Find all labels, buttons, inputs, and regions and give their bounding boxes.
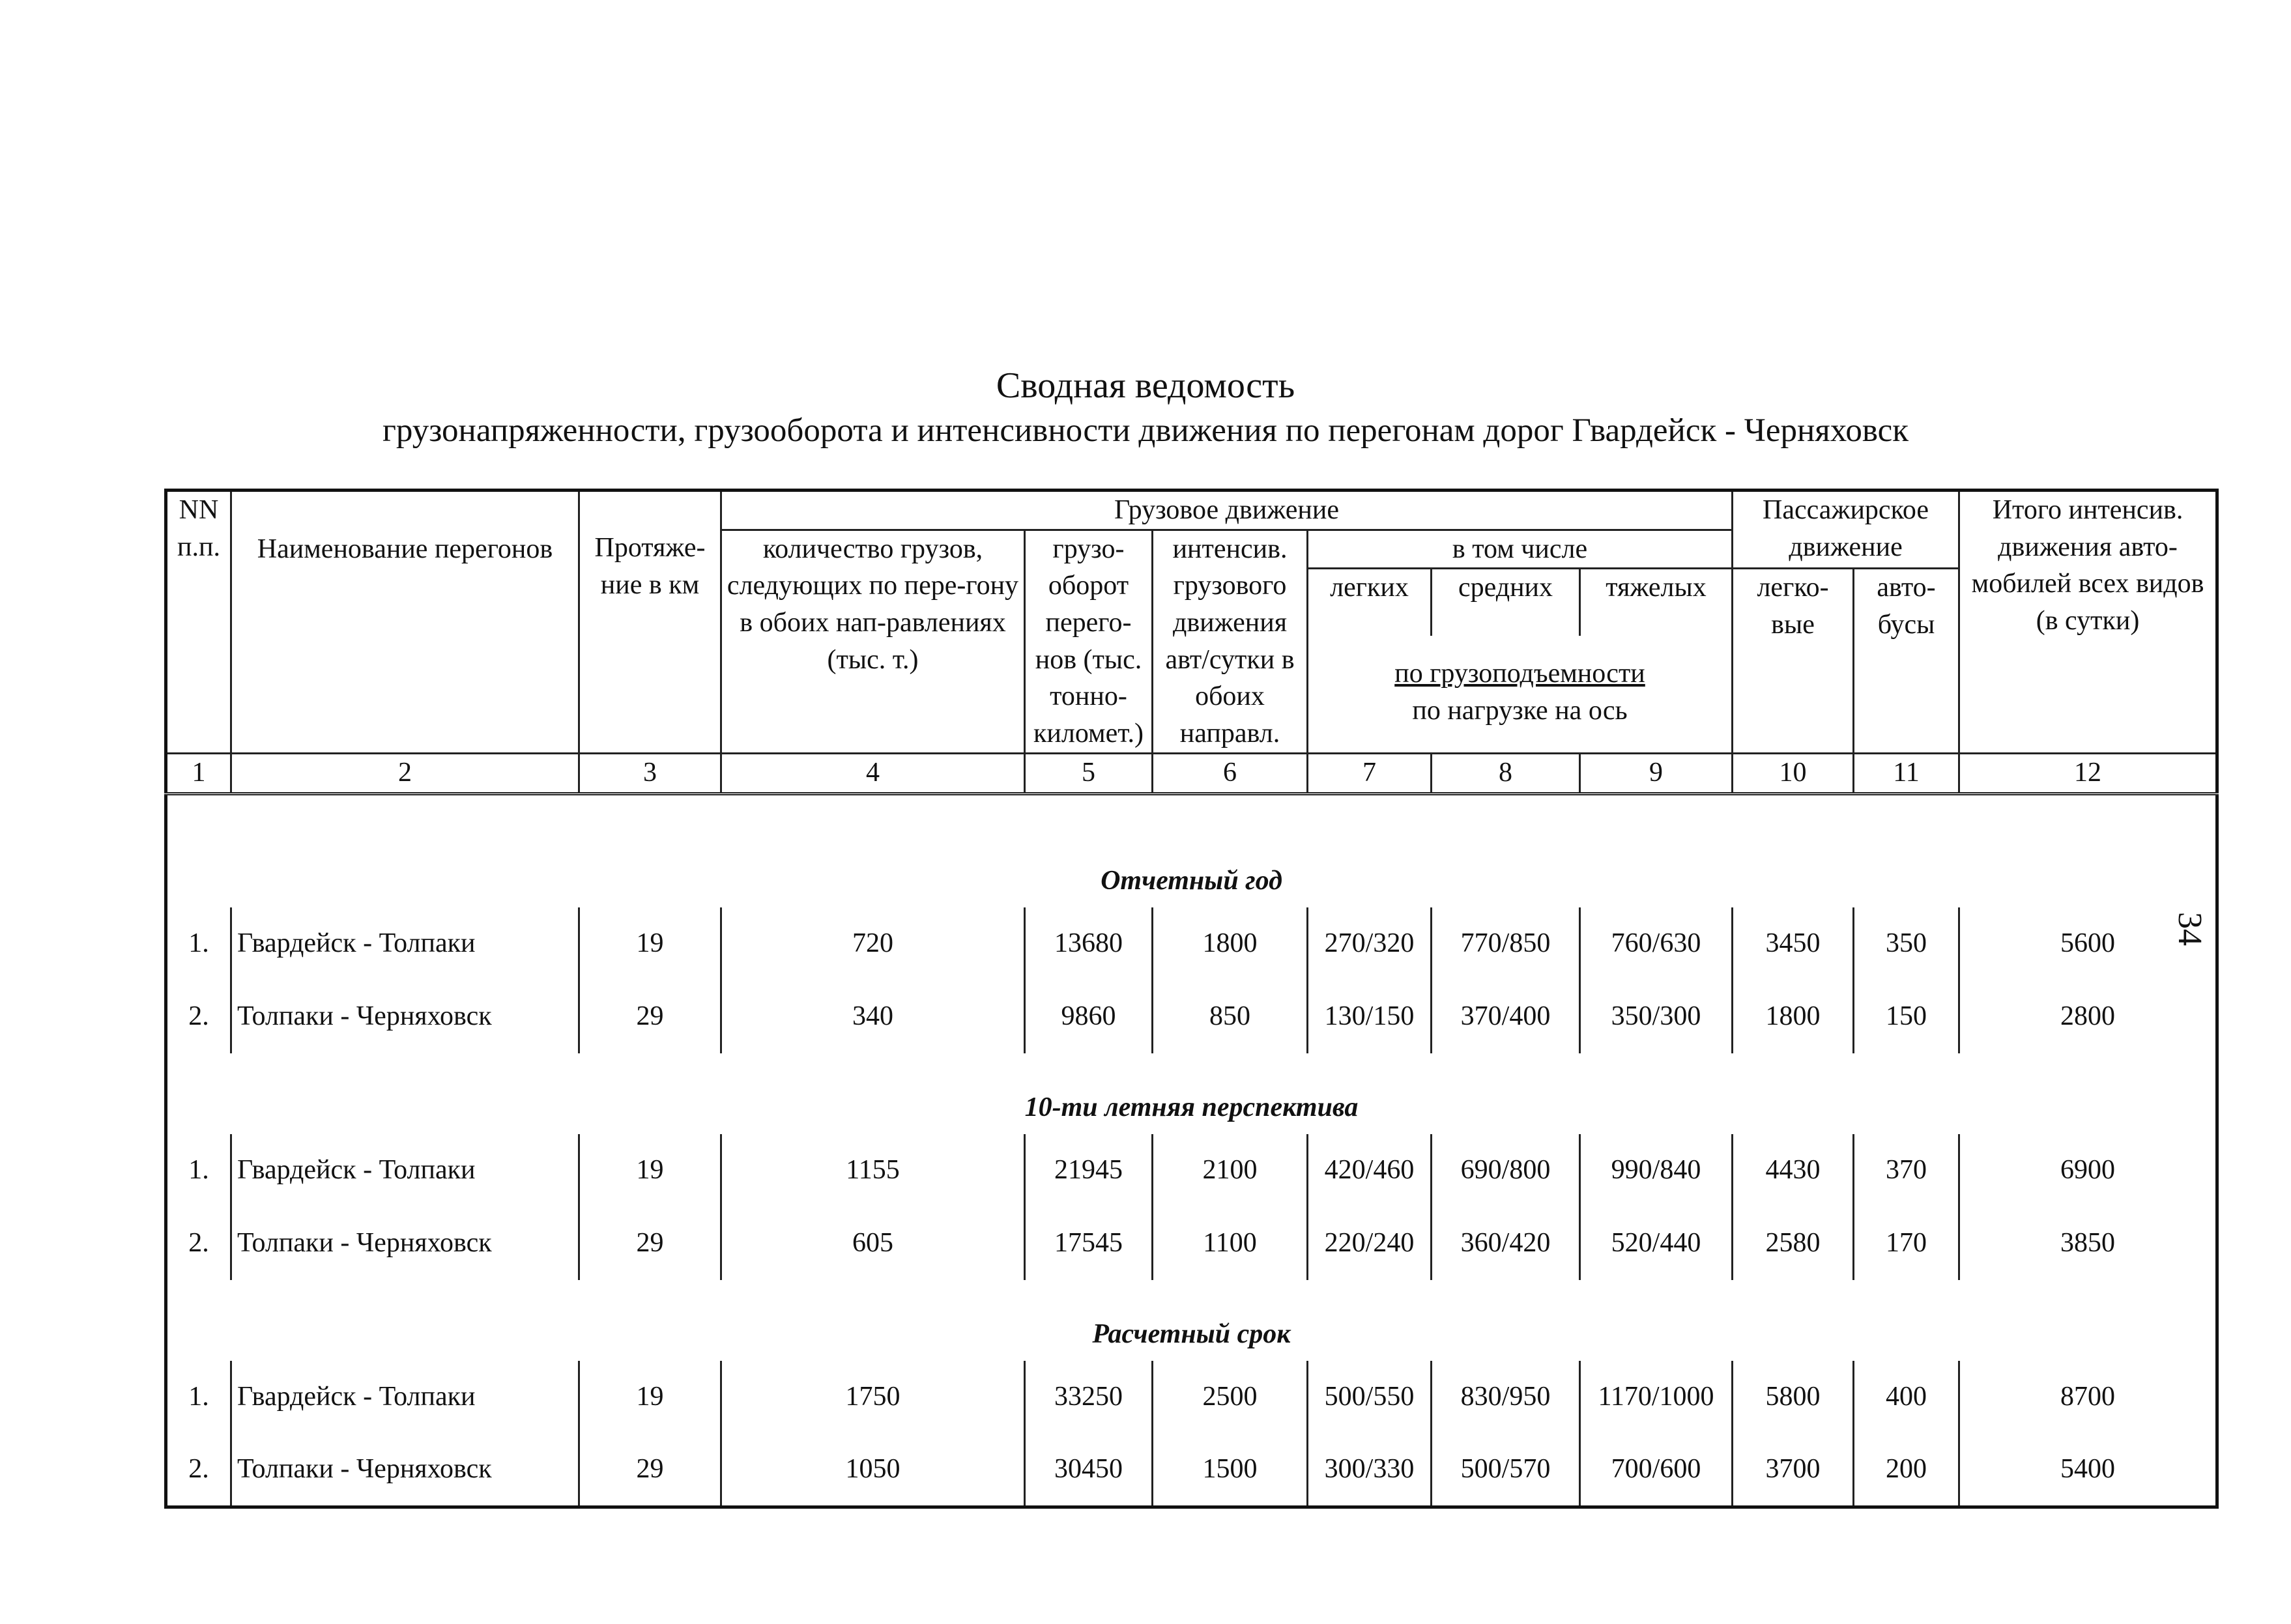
total-intensity-cell: 2800 [1959, 980, 2217, 1053]
header-including: в том числе [1308, 530, 1733, 569]
cargo-qty-cell: 1155 [721, 1134, 1025, 1207]
header-light: легких [1308, 569, 1432, 636]
turnover-cell: 17545 [1025, 1207, 1153, 1280]
section-name-cell: Гвардейск - Толпаки [231, 1361, 579, 1434]
total-intensity-cell: 5600 [1959, 907, 2217, 980]
col-number: 10 [1733, 753, 1854, 793]
cargo-qty-cell: 1750 [721, 1361, 1025, 1434]
col-number: 7 [1308, 753, 1432, 793]
passenger-cars-cell: 5800 [1733, 1361, 1854, 1434]
heavy-trucks-cell: 700/600 [1580, 1434, 1733, 1507]
heavy-trucks-cell: 350/300 [1580, 980, 1733, 1053]
heavy-trucks-cell: 760/630 [1580, 907, 1733, 980]
section-header-row [166, 1280, 2217, 1361]
header-heavy: тяжелых [1580, 569, 1733, 636]
row-number-cell: 2. [166, 1207, 231, 1280]
light-trucks-cell: 130/150 [1308, 980, 1432, 1053]
table-row [166, 1134, 2217, 1207]
table-header [166, 491, 2217, 794]
table-row [166, 907, 2217, 980]
header-passenger-group: Пассажирское движение [1733, 491, 1959, 569]
header-cargo-qty: количество грузов, следующих по пере-гону в обоих нап-равлениях (тыс. т.) [721, 530, 1025, 753]
passenger-cars-cell: 3700 [1733, 1434, 1854, 1507]
table-row [166, 980, 2217, 1053]
section-name-cell: Толпаки - Черняховск [231, 980, 579, 1053]
passenger-cars-cell: 2580 [1733, 1207, 1854, 1280]
passenger-cars-cell: 1800 [1733, 980, 1854, 1053]
section-header-row [166, 793, 2217, 907]
buses-cell: 350 [1854, 907, 1959, 980]
length-km-cell: 29 [579, 980, 721, 1053]
total-intensity-cell: 5400 [1959, 1434, 2217, 1507]
header-buses: авто-бусы [1854, 569, 1959, 753]
cargo-qty-cell: 605 [721, 1207, 1025, 1280]
light-trucks-cell: 500/550 [1308, 1361, 1432, 1434]
row-number-cell: 1. [166, 1361, 231, 1434]
medium-trucks-cell: 500/570 [1432, 1434, 1580, 1507]
document-subtitle: грузонапряженности, грузооборота и интенсивности движения по перегонам дорог Гвардейск - Черняховск [382, 412, 1909, 449]
medium-trucks-cell: 360/420 [1432, 1207, 1580, 1280]
medium-trucks-cell: 690/800 [1432, 1134, 1580, 1207]
intensity-cell: 850 [1153, 980, 1308, 1053]
passenger-cars-cell: 4430 [1733, 1134, 1854, 1207]
turnover-cell: 9860 [1025, 980, 1153, 1053]
total-intensity-cell: 8700 [1959, 1361, 2217, 1434]
row-number-cell: 2. [166, 980, 231, 1053]
light-trucks-cell: 420/460 [1308, 1134, 1432, 1207]
buses-cell: 170 [1854, 1207, 1959, 1280]
light-trucks-cell: 220/240 [1308, 1207, 1432, 1280]
turnover-cell: 30450 [1025, 1434, 1153, 1507]
heavy-trucks-cell: 1170/1000 [1580, 1361, 1733, 1434]
heavy-trucks-cell: 990/840 [1580, 1134, 1733, 1207]
col-number: 6 [1153, 753, 1308, 793]
table-body [166, 793, 2217, 1507]
table-row [166, 1434, 2217, 1507]
total-intensity-cell: 3850 [1959, 1207, 2217, 1280]
cargo-qty-cell: 1050 [721, 1434, 1025, 1507]
col-number: 4 [721, 753, 1025, 793]
page-number: 34 [2171, 912, 2208, 946]
intensity-cell: 2500 [1153, 1361, 1308, 1434]
header-by-capacity-cell [1308, 636, 1733, 692]
length-km-cell: 19 [579, 1134, 721, 1207]
summary-table [164, 489, 2219, 1509]
turnover-cell: 13680 [1025, 907, 1153, 980]
medium-trucks-cell: 770/850 [1432, 907, 1580, 980]
header-name: Наименование перегонов [231, 491, 579, 754]
length-km-cell: 19 [579, 1361, 721, 1434]
table-row [166, 1361, 2217, 1434]
section-label: Отчетный год [1101, 866, 1282, 896]
cargo-qty-cell: 720 [721, 907, 1025, 980]
buses-cell: 370 [1854, 1134, 1959, 1207]
passenger-cars-cell: 3450 [1733, 907, 1854, 980]
header-by-axle: по нагрузке на ось [1308, 692, 1733, 754]
buses-cell: 150 [1854, 980, 1959, 1053]
col-number: 11 [1854, 753, 1959, 793]
col-number: 8 [1432, 753, 1580, 793]
header-nn: NN п.п. [166, 491, 231, 754]
table-row [166, 1207, 2217, 1280]
row-number-cell: 1. [166, 1134, 231, 1207]
col-number: 9 [1580, 753, 1733, 793]
section-name-cell: Толпаки - Черняховск [231, 1207, 579, 1280]
section-label: Расчетный срок [1092, 1319, 1291, 1350]
col-number: 1 [166, 753, 231, 793]
intensity-cell: 2100 [1153, 1134, 1308, 1207]
section-header-row [166, 1053, 2217, 1134]
intensity-cell: 1500 [1153, 1434, 1308, 1507]
column-number-row [166, 753, 2217, 793]
col-number: 12 [1959, 753, 2217, 793]
row-number-cell: 1. [166, 907, 231, 980]
document-title: Сводная ведомость [996, 365, 1295, 406]
cargo-qty-cell: 340 [721, 980, 1025, 1053]
header-medium: средних [1432, 569, 1580, 636]
intensity-cell: 1800 [1153, 907, 1308, 980]
turnover-cell: 21945 [1025, 1134, 1153, 1207]
light-trucks-cell: 270/320 [1308, 907, 1432, 980]
length-km-cell: 19 [579, 907, 721, 980]
row-number-cell: 2. [166, 1434, 231, 1507]
header-turnover: грузо-оборот перего-нов (тыс. тонно-километ.) [1025, 530, 1153, 753]
section-name-cell: Гвардейск - Толпаки [231, 1134, 579, 1207]
light-trucks-cell: 300/330 [1308, 1434, 1432, 1507]
header-by-capacity: по грузоподъемности [1394, 659, 1645, 689]
length-km-cell: 29 [579, 1207, 721, 1280]
medium-trucks-cell: 830/950 [1432, 1361, 1580, 1434]
section-name-cell: Гвардейск - Толпаки [231, 907, 579, 980]
length-km-cell: 29 [579, 1434, 721, 1507]
buses-cell: 400 [1854, 1361, 1959, 1434]
medium-trucks-cell: 370/400 [1432, 980, 1580, 1053]
intensity-cell: 1100 [1153, 1207, 1308, 1280]
turnover-cell: 33250 [1025, 1361, 1153, 1434]
section-name-cell: Толпаки - Черняховск [231, 1434, 579, 1507]
section-label: 10-ти летняя перспектива [1024, 1092, 1359, 1123]
col-number: 2 [231, 753, 579, 793]
heavy-trucks-cell: 520/440 [1580, 1207, 1733, 1280]
col-number: 5 [1025, 753, 1153, 793]
header-total: Итого интенсив. движения авто-мобилей всех видов (в сутки) [1959, 491, 2217, 754]
col-number: 3 [579, 753, 721, 793]
header-cars: легко-вые [1733, 569, 1854, 753]
total-intensity-cell: 6900 [1959, 1134, 2217, 1207]
header-intensity: интенсив. грузового движения авт/сутки в обоих направл. [1153, 530, 1308, 753]
header-cargo-group: Грузовое движение [721, 491, 1733, 530]
buses-cell: 200 [1854, 1434, 1959, 1507]
header-length: Протяже-ние в км [579, 491, 721, 754]
